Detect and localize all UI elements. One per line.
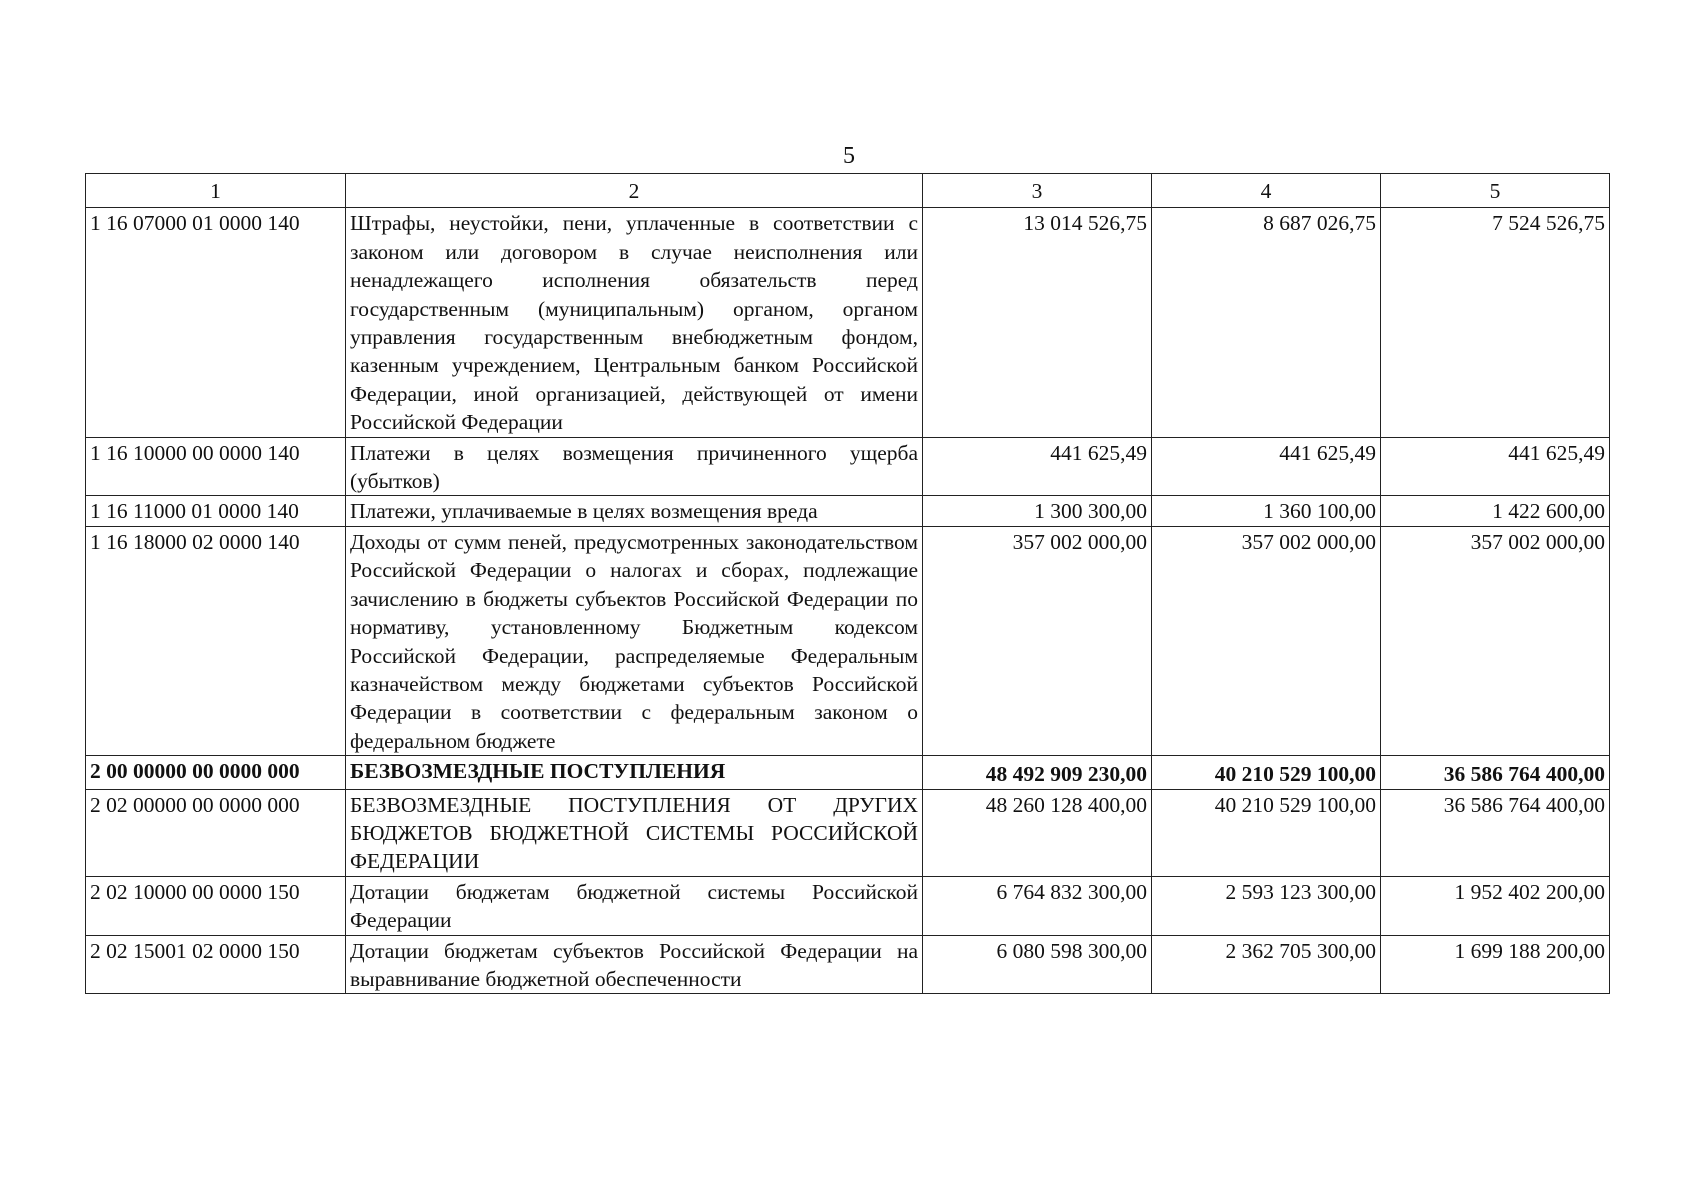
- row-code: 1 16 11000 01 0000 140: [86, 496, 346, 526]
- row-value-col5: 1 952 402 200,00: [1381, 876, 1610, 935]
- row-code: 2 02 00000 00 0000 000: [86, 789, 346, 876]
- row-value-col4: 2 362 705 300,00: [1152, 935, 1381, 994]
- row-name: Доходы от сумм пеней, предусмотренных законодательством Российской Федерации о налогах и сборах, подлежащие зачислению в бюджеты субъектов Российской Федерации по нормативу, установленному Бюджетным кодексом Российской Федерации, распределяемые Федеральным казначейством между бюджетами субъектов Российской Федерации в соответствии с федеральным законом о федеральном бюджете: [346, 526, 923, 755]
- row-name: БЕЗВОЗМЕЗДНЫЕ ПОСТУПЛЕНИЯ ОТ ДРУГИХ БЮДЖЕТОВ БЮДЖЕТНОЙ СИСТЕМЫ РОССИЙСКОЙ ФЕДЕРАЦИИ: [346, 789, 923, 876]
- row-value-col3: 6 764 832 300,00: [923, 876, 1152, 935]
- table-header-row: [86, 174, 1610, 208]
- row-value-col4: 40 210 529 100,00: [1152, 756, 1381, 789]
- column-header-2: 2: [346, 174, 923, 208]
- row-value-col5: 357 002 000,00: [1381, 526, 1610, 755]
- row-value-col3: 48 492 909 230,00: [923, 756, 1152, 789]
- row-value-col4: 8 687 026,75: [1152, 208, 1381, 437]
- row-value-col3: 441 625,49: [923, 437, 1152, 496]
- page-number: 5: [843, 143, 855, 169]
- row-name: Дотации бюджетам бюджетной системы Российской Федерации: [346, 876, 923, 935]
- row-value-col5: 36 586 764 400,00: [1381, 789, 1610, 876]
- row-value-col5: 7 524 526,75: [1381, 208, 1610, 437]
- table-row: [86, 789, 1610, 876]
- table-row: [86, 935, 1610, 994]
- row-name: Платежи, уплачиваемые в целях возмещения вреда: [346, 496, 923, 526]
- row-name: БЕЗВОЗМЕЗДНЫЕ ПОСТУПЛЕНИЯ: [346, 756, 923, 789]
- row-name: Штрафы, неустойки, пени, уплаченные в соответствии с законом или договором в случае неисполнения или ненадлежащего исполнения обязательств перед государственным (муниципальным) органом, органом управления государственным внебюджетным фондом, казенным учреждением, Центральным банком Российской Федерации, иной организацией, действующей от имени Российской Федерации: [346, 208, 923, 437]
- table-row: [86, 876, 1610, 935]
- column-header-3: 3: [923, 174, 1152, 208]
- row-code: 2 02 10000 00 0000 150: [86, 876, 346, 935]
- column-header-4: 4: [1152, 174, 1381, 208]
- row-value-col3: 6 080 598 300,00: [923, 935, 1152, 994]
- row-value-col4: 1 360 100,00: [1152, 496, 1381, 526]
- table-row: [86, 526, 1610, 755]
- row-code: 1 16 18000 02 0000 140: [86, 526, 346, 755]
- row-value-col4: 2 593 123 300,00: [1152, 876, 1381, 935]
- row-value-col4: 357 002 000,00: [1152, 526, 1381, 755]
- table-row: [86, 208, 1610, 437]
- row-value-col5: 441 625,49: [1381, 437, 1610, 496]
- row-code: 2 00 00000 00 0000 000: [86, 756, 346, 789]
- row-value-col4: 40 210 529 100,00: [1152, 789, 1381, 876]
- row-value-col4: 441 625,49: [1152, 437, 1381, 496]
- table-row: [86, 496, 1610, 526]
- row-value-col5: 1 422 600,00: [1381, 496, 1610, 526]
- row-name: Дотации бюджетам субъектов Российской Федерации на выравнивание бюджетной обеспеченности: [346, 935, 923, 994]
- row-value-col3: 48 260 128 400,00: [923, 789, 1152, 876]
- row-value-col3: 13 014 526,75: [923, 208, 1152, 437]
- column-header-5: 5: [1381, 174, 1610, 208]
- column-header-1: 1: [86, 174, 346, 208]
- row-code: 2 02 15001 02 0000 150: [86, 935, 346, 994]
- budget-table: [85, 173, 1610, 994]
- row-value-col3: 357 002 000,00: [923, 526, 1152, 755]
- row-value-col5: 36 586 764 400,00: [1381, 756, 1610, 789]
- row-code: 1 16 10000 00 0000 140: [86, 437, 346, 496]
- row-code: 1 16 07000 01 0000 140: [86, 208, 346, 437]
- table-row-total: [86, 756, 1610, 789]
- table-row: [86, 437, 1610, 496]
- row-value-col5: 1 699 188 200,00: [1381, 935, 1610, 994]
- row-name: Платежи в целях возмещения причиненного ущерба (убытков): [346, 437, 923, 496]
- row-value-col3: 1 300 300,00: [923, 496, 1152, 526]
